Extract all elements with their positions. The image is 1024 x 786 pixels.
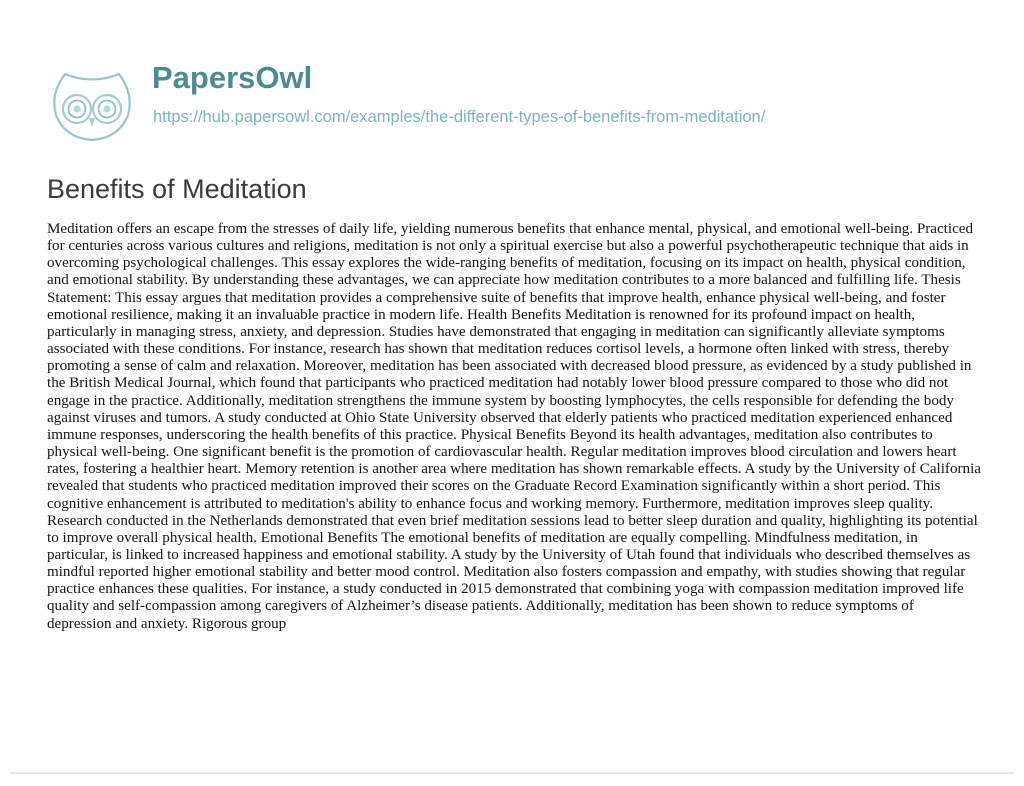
owl-logo-icon (44, 61, 140, 141)
footer-divider (10, 772, 1014, 774)
essay-title: Benefits of Meditation (47, 174, 307, 204)
essay-body: Meditation offers an escape from the stresses of daily life, yielding numerous benefits that enhance mental, physical, and emotional well-being. Practiced for centuries across various cultures and religions, meditation is not only a spiritual exercise but also a powerful psychotherapeutic technique that aids in overcoming psychological challenges. This essay explores the wide-ranging benefits of meditation, focusing on its impact on health, physical condition, and emotional stability. By understanding these advantages, we can appreciate how meditation contributes to a more balanced and fulfilling life. Thesis Statement: This essay argues that meditation provides a comprehensive suite of benefits that improve health, enhance physical well-being, and foster emotional resilience, making it an invaluable practice in modern life. Health Benefits Meditation is renowned for its profound impact on health, particularly in managing stress, anxiety, and depression. Studies have demonstrated that engaging in meditation can significantly alleviate symptoms associated with these conditions. For instance, research has shown that meditation reduces cortisol levels, a hormone often linked with stress, thereby promoting a sense of calm and relaxation. Moreover, meditation has been associated with decreased blood pressure, as evidenced by a study published in the British Medical Journal, which found that participants who practiced meditation had notably lower blood pressure compared to those who did not engage in the practice. Additionally, meditation strengthens the immune system by boosting lymphocytes, the cells responsible for defending the body against viruses and tumors. A study conducted at Ohio State University observed that elderly patients who practiced meditation experienced enhanced immune responses, underscoring the health benefits of this practice. Physical Benefits Beyond its health advantages, meditation also contributes to physical well-being. One significant benefit is the promotion of cardiovascular health. Regular meditation improves blood circulation and lowers heart rates, fostering a healthier heart. Memory retention is another area where meditation has shown remarkable effects. A study by the University of California revealed that students who practiced meditation improved their scores on the Graduate Record Examination significantly within a short period. This cognitive enhancement is attributed to meditation's ability to enhance focus and working memory. Furthermore, meditation improves sleep quality. Research conducted in the Netherlands demonstrated that even brief meditation sessions lead to better sleep duration and quality, highlighting its potential to improve overall physical health. Emotional Benefits The emotional benefits of meditation are equally compelling. Mindfulness meditation, in particular, is linked to increased happiness and emotional stability. A study by the University of Utah found that individuals who described themselves as mindful reported higher emotional stability and better mood control. Meditation also fosters compassion and empathy, with studies showing that regular practice enhances these qualities. For instance, a study conducted in 2015 demonstrated that combining yoga with compassion meditation improved life quality and self-compassion among caregivers of Alzheimer’s disease patients. Additionally, meditation has been shown to reduce symptoms of depression and anxiety. Rigorous group (47, 221, 981, 632)
header (0, 0, 1024, 160)
brand-name: PapersOwl (152, 60, 313, 95)
source-url-link[interactable]: https://hub.papersowl.com/examples/the-different-types-of-benefits-from-meditation/ (153, 108, 766, 126)
